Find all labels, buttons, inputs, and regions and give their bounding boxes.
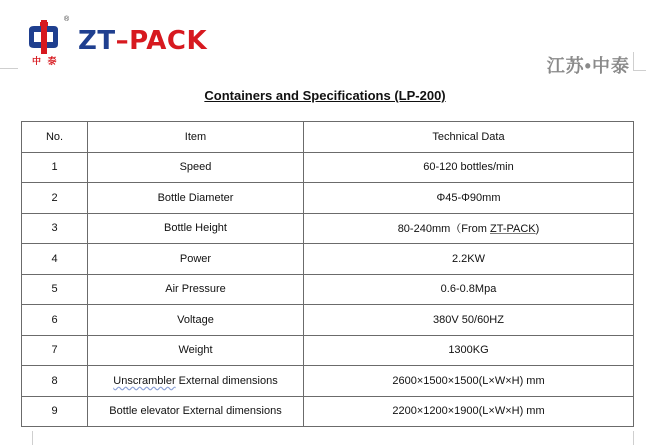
row-data: 1300KG <box>304 335 634 366</box>
document-header <box>0 0 650 75</box>
row-item: Voltage <box>88 305 304 336</box>
table-row <box>22 366 634 397</box>
row-no: 9 <box>22 396 88 427</box>
row-data-brand-ref: ZT-PACK <box>489 223 536 236</box>
row-item: Weight <box>88 335 304 366</box>
table-row <box>22 396 634 427</box>
row-data: 60-120 bottles/min <box>304 152 634 183</box>
row-item: Bottle Diameter <box>88 183 304 214</box>
row-no: 5 <box>22 274 88 305</box>
page-corner-mark <box>0 68 18 69</box>
row-item-first-word: Unscrambler <box>113 374 176 387</box>
row-item: Air Pressure <box>88 274 304 305</box>
row-data-text: 80-240mm（From <box>397 223 490 236</box>
row-item-rest: External dimensions <box>175 374 278 387</box>
row-data: 2600×1500×1500(L×W×H) mm <box>304 366 634 397</box>
row-no: 6 <box>22 305 88 336</box>
row-no: 7 <box>22 335 88 366</box>
page-corner-mark <box>633 52 646 71</box>
row-data: 2200×1200×1900(L×W×H) mm <box>304 396 634 427</box>
table-row <box>22 305 634 336</box>
table-row <box>22 274 634 305</box>
row-no: 8 <box>22 366 88 397</box>
table-row <box>22 213 634 244</box>
brand-name <box>78 27 207 55</box>
table-row <box>22 183 634 214</box>
header-technical-data: Technical Data <box>304 122 634 153</box>
header-no: No. <box>22 122 88 153</box>
row-item <box>88 366 304 397</box>
row-data-text-end: ) <box>535 223 540 236</box>
specifications-table <box>21 121 634 427</box>
row-item: Power <box>88 244 304 275</box>
header-item: Item <box>88 122 304 153</box>
page-corner-mark <box>633 431 648 445</box>
registered-mark: ® <box>64 16 70 23</box>
row-no: 3 <box>22 213 88 244</box>
table-row <box>22 152 634 183</box>
table-row <box>22 335 634 366</box>
page-corner-mark <box>20 431 33 445</box>
row-no: 4 <box>22 244 88 275</box>
row-data: 2.2KW <box>304 244 634 275</box>
row-data: 0.6-0.8Mpa <box>304 274 634 305</box>
row-data: Φ45-Φ90mm <box>304 183 634 214</box>
brand-chinese: 中 泰 <box>32 56 59 66</box>
row-no: 2 <box>22 183 88 214</box>
row-item: Bottle Height <box>88 213 304 244</box>
brand-zt: ZT <box>78 26 116 56</box>
row-data: 380V 50/60HZ <box>304 305 634 336</box>
brand-dash: – <box>115 26 130 56</box>
region-label: 江苏•中泰 <box>546 56 630 76</box>
zt-pack-logo <box>26 16 246 66</box>
row-item: Speed <box>88 152 304 183</box>
row-item: Bottle elevator External dimensions <box>88 396 304 427</box>
table-row <box>22 244 634 275</box>
table-header-row <box>22 122 634 153</box>
row-data <box>304 213 634 244</box>
row-no: 1 <box>22 152 88 183</box>
brand-pack: PACK <box>129 26 208 56</box>
document-title: Containers and Specifications (LP-200) <box>204 88 446 103</box>
